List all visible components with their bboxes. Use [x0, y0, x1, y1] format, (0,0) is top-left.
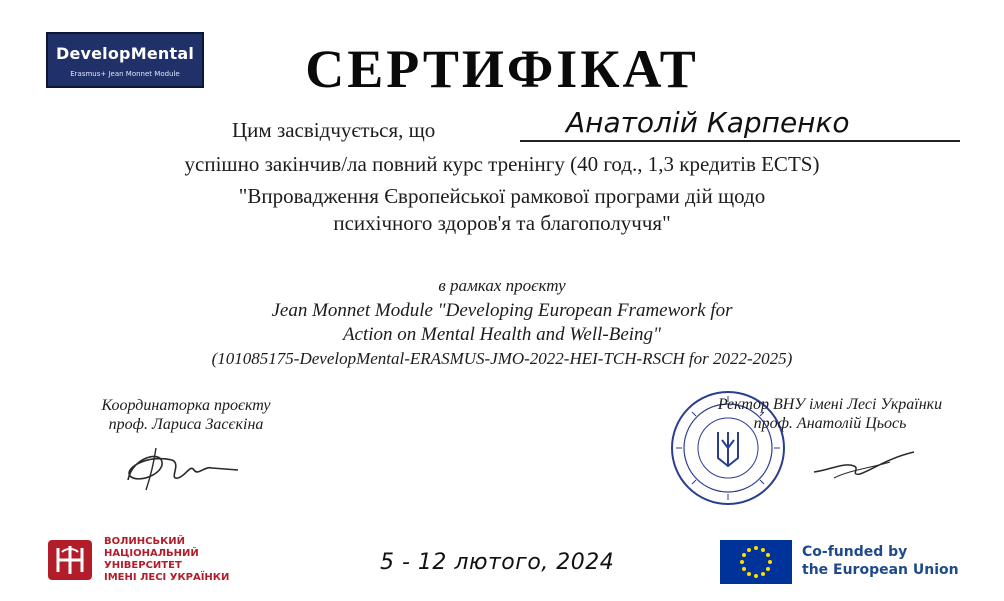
- vnu-name-line-4: ІМЕНІ ЛЕСІ УКРАЇНКИ: [104, 572, 230, 583]
- course-title-line-1: "Впровадження Європейської рамкової програми дій щодо: [238, 184, 766, 208]
- coordinator-name: проф. Лариса Засєкіна: [108, 416, 264, 433]
- rector-title: Ректор ВНУ імені Лесі Українки: [717, 396, 943, 413]
- vnu-logo-icon: [46, 536, 98, 584]
- course-title-line-2: психічного здоров'я та благополуччя": [333, 211, 671, 235]
- project-name-line-2: Action on Mental Health and Well-Being": [342, 324, 662, 345]
- eu-text-line-1: Co-funded by: [802, 544, 908, 560]
- coordinator-signature: [120, 440, 250, 495]
- eu-text-line-2: the European Union: [802, 562, 959, 578]
- completed-course-text: успішно закінчив/ла повний курс тренінгу (40 год., 1,3 кредитів ECTS): [184, 152, 820, 176]
- logo-name: DevelopMental: [55, 44, 195, 63]
- project-code: (101085175-DevelopMental-ERASMUS-JMO-2022-HEI-TCH-RSCH for 2022-2025): [211, 349, 793, 368]
- project-name-line-1: Jean Monnet Module "Developing European Framework for: [271, 300, 733, 321]
- eu-cofunded-text: [802, 543, 959, 579]
- vnu-name-line-2: НАЦІОНАЛЬНИЙ: [104, 548, 199, 559]
- training-dates: 5 - 12 лютого, 2024: [380, 550, 615, 575]
- rector-name: проф. Анатолій Цьось: [753, 415, 907, 432]
- vnu-name-line-3: УНІВЕРСИТЕТ: [104, 560, 182, 571]
- certificate-title: СЕРТИФІКАТ: [305, 39, 699, 99]
- coordinator-title: Координаторка проєкту: [101, 397, 271, 414]
- recipient-underline: [520, 140, 960, 142]
- rector-signature: [810, 440, 920, 490]
- vnu-name: [104, 536, 229, 584]
- eu-flag-icon: [720, 540, 792, 584]
- vnu-name-line-1: ВОЛИНСЬКИЙ: [104, 536, 186, 547]
- logo-tagline: Erasmus+ Jean Monnet Module: [70, 70, 180, 78]
- certify-text: Цим засвідчується, що: [232, 118, 436, 142]
- within-project-text: в рамках проєкту: [438, 276, 566, 295]
- recipient-name: Анатолій Карпенко: [566, 106, 850, 139]
